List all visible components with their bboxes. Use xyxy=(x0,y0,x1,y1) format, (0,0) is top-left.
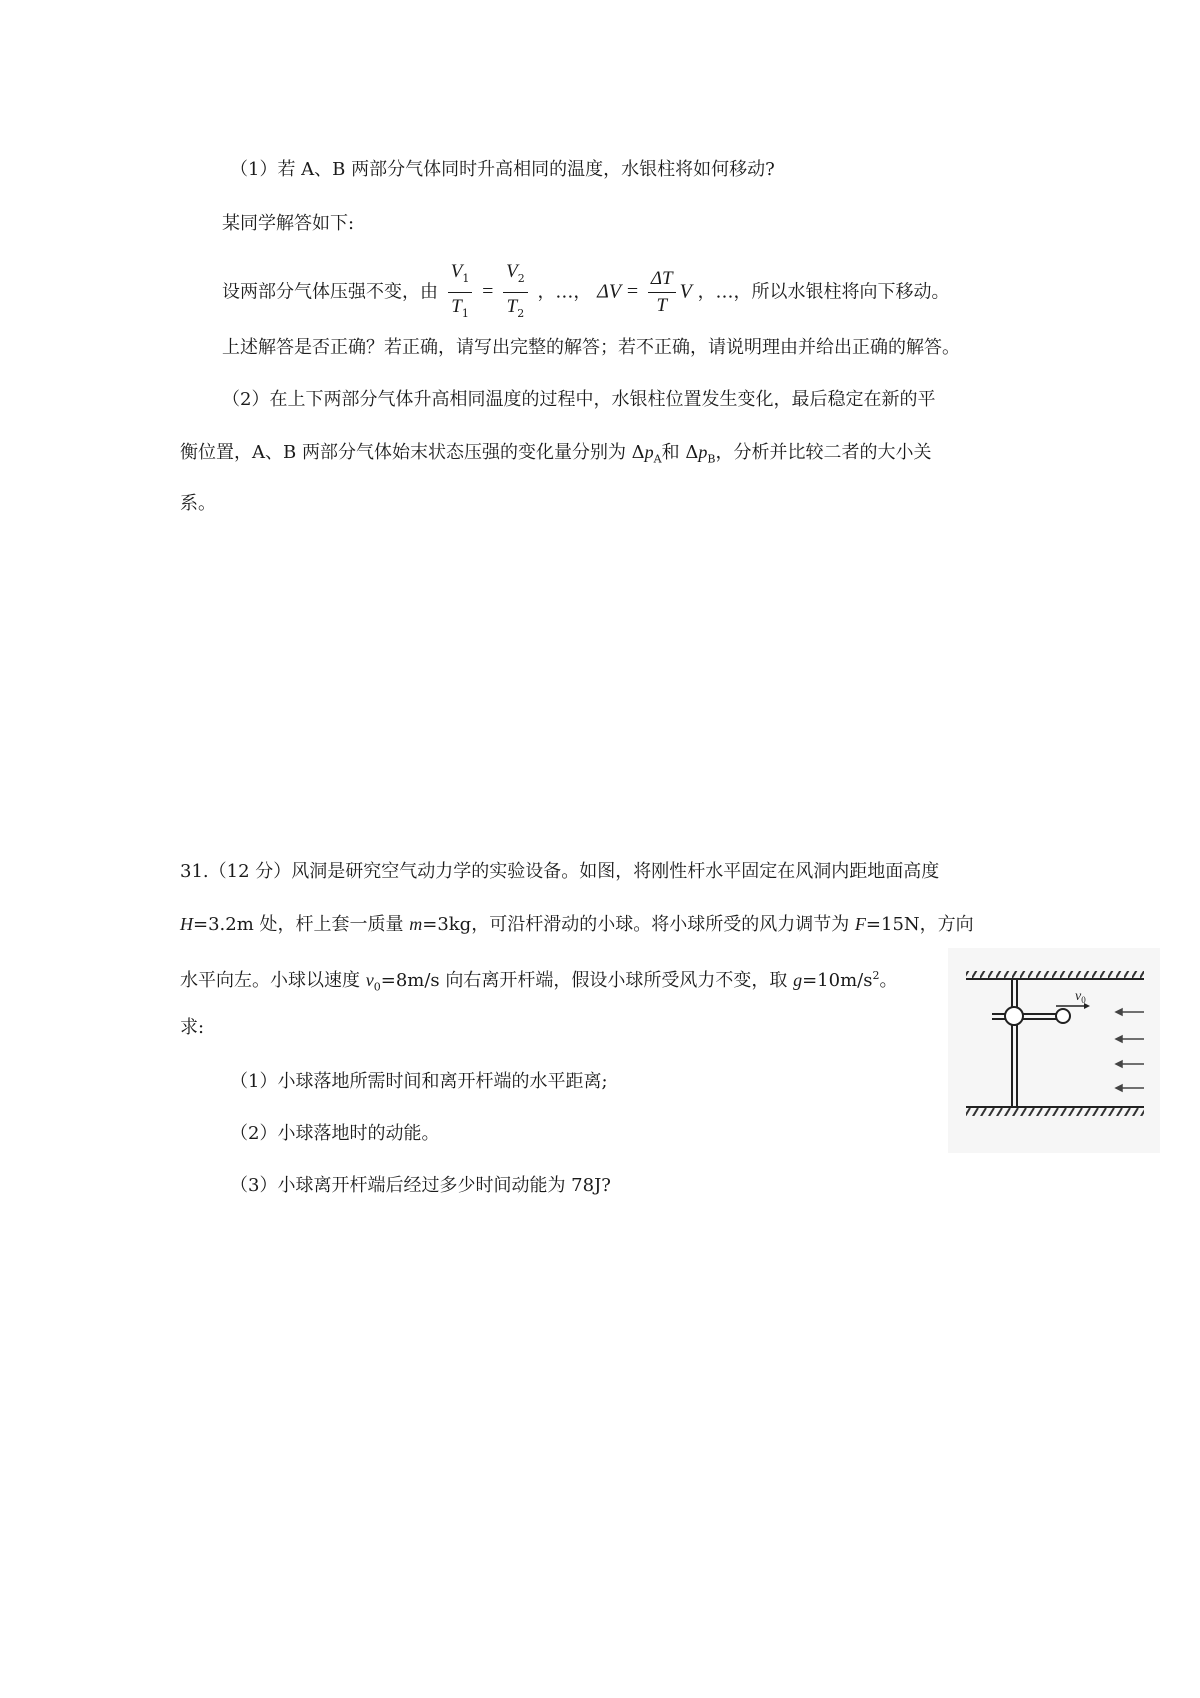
question-2-line-3: 系。 xyxy=(180,493,216,514)
question-1-text: （1）若 A、B 两部分气体同时升高相同的温度，水银柱将如何移动? xyxy=(230,159,775,180)
ellipsis-separator: ，…， xyxy=(537,281,592,303)
question-2-line-2: 衡位置，A、B 两部分气体始末状态压强的变化量分别为 $\Delta p_A$和 $\Delta p_B$，分析并比较二者的大小关 xyxy=(180,442,932,466)
equals-sign-2: = xyxy=(626,280,639,303)
volume-v: V xyxy=(679,280,692,303)
q31-sub-2: （2）小球落地时的动能。 xyxy=(230,1123,440,1144)
q31-line-2: H=3.2m 处，杆上套一质量 m=3kg，可沿杆滑动的小球。将小球所受的风力调节为 F=15N，方向 xyxy=(180,914,974,935)
ball xyxy=(1056,1009,1070,1023)
clamp-ring xyxy=(1005,1007,1023,1025)
question-2-line-1: （2）在上下两部分气体升高相同温度的过程中，水银柱位置发生变化，最后稳定在新的平 xyxy=(222,389,936,410)
velocity-label: $v_0$ xyxy=(1075,989,1086,1005)
floor-hatch xyxy=(966,1108,1144,1116)
solution-prefix: 设两部分气体压强不变，由 xyxy=(222,281,438,303)
equals-sign: = xyxy=(482,280,494,303)
q31-line-1: 31.（12 分）风洞是研究空气动力学的实验设备。如图，将刚性杆水平固定在风洞内距地面高度 xyxy=(180,861,940,882)
wind-tunnel-figure xyxy=(948,948,1160,1153)
fraction-v2-t2: $\frac{V_2}{T_2}$ xyxy=(503,260,528,325)
student-solution xyxy=(222,260,950,325)
solution-intro: 某同学解答如下: xyxy=(222,213,355,234)
fraction-dt-t: $\frac{\Delta T}{T}$ xyxy=(648,268,676,317)
q31-sub-3: （3）小球离开杆端后经过多少时间动能为 78J? xyxy=(230,1175,611,1196)
q31-line-4: 求: xyxy=(180,1017,205,1038)
solution-suffix: ，…，所以水银柱将向下移动。 xyxy=(697,281,950,303)
delta-v: ΔV xyxy=(597,280,622,303)
wind-arrows xyxy=(1116,1009,1144,1091)
wind-tunnel-diagram xyxy=(948,948,1160,1153)
judge-instruction: 上述解答是否正确？若正确，请写出完整的解答；若不正确，请说明理由并给出正确的解答。 xyxy=(222,337,960,358)
ceiling-hatch xyxy=(966,971,1144,979)
q31-line-3: 水平向左。小球以速度 $v_0=8m/s$ 向右离开杆端，假设小球所受风力不变，取 $g=10m/s^2$。 xyxy=(180,969,898,994)
fraction-v1-t1: $\frac{V_1}{T_1}$ xyxy=(448,260,473,325)
q31-sub-1: （1）小球落地所需时间和离开杆端的水平距离; xyxy=(230,1071,608,1092)
